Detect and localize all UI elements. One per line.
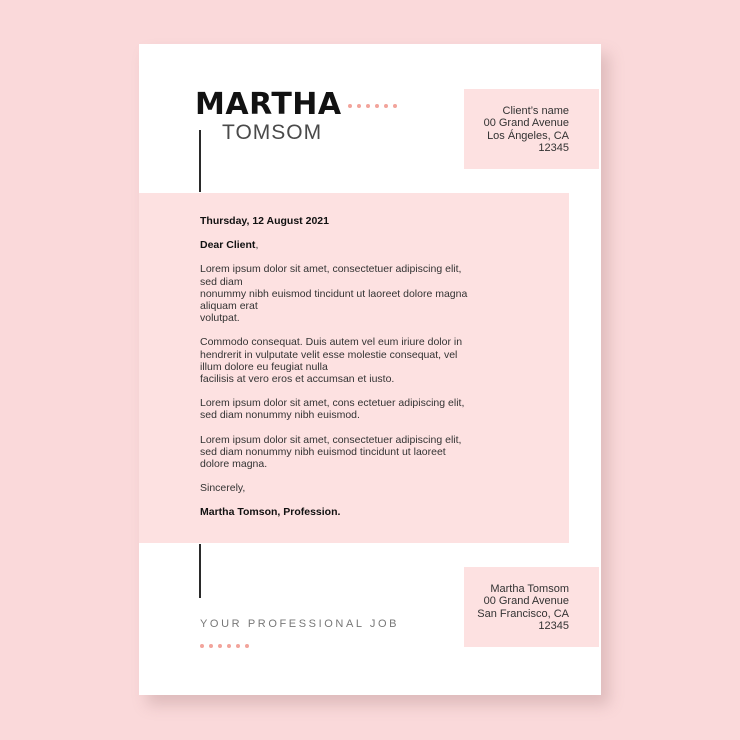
header-dots-decoration	[348, 104, 397, 108]
letter-body-panel	[139, 193, 569, 543]
letter-paragraph-2: Commodo consequat. Duis autem vel eum iriure dolor in hendrerit in vulputate velit esse molestie consequat, vel illum dolore eu feugiat nulla facilisis at vero eros et accumsan et iusto.	[200, 336, 463, 386]
sender-city: San Francisco, CA	[477, 607, 569, 620]
letter-salutation-punct: ,	[255, 239, 259, 252]
header-vertical-rule	[199, 130, 201, 192]
letter-page	[139, 44, 601, 695]
recipient-zip: 12345	[538, 142, 569, 155]
header-last-name: TOMSOM	[222, 121, 323, 144]
sender-zip: 12345	[538, 620, 569, 633]
letter-text	[200, 215, 545, 531]
sender-name: Martha Tomsom	[490, 583, 569, 595]
letter-signature: Martha Tomson, Profession.	[200, 506, 341, 519]
recipient-street: 00 Grand Avenue	[483, 117, 569, 130]
sender-address-box	[464, 567, 599, 647]
letter-salutation-line	[200, 239, 545, 251]
footer-vertical-rule	[199, 544, 201, 598]
footer-job-title: YOUR PROFESSIONAL JOB	[200, 618, 400, 630]
sender-street: 00 Grand Avenue	[483, 595, 569, 608]
letter-closing: Sincerely,	[200, 482, 246, 495]
recipient-city: Los Ángeles, CA	[487, 129, 569, 142]
recipient-address-box	[464, 89, 599, 169]
letter-paragraph-3: Lorem ipsum dolor sit amet, cons ectetuer adipiscing elit, sed diam nonummy nibh euismod.	[200, 397, 465, 422]
letter-salutation: Dear Client	[200, 239, 256, 252]
letter-paragraph-4: Lorem ipsum dolor sit amet, consectetuer adipiscing elit, sed diam nonummy nibh euismod tincidunt ut laoreet dolore magna.	[200, 433, 462, 471]
letter-paragraph-1: Lorem ipsum dolor sit amet, consectetuer adipiscing elit, sed diam nonummy nibh euismod tincidunt ut laoreet dolore magna aliquam erat volutpat.	[200, 263, 468, 325]
footer-dots-decoration	[200, 644, 249, 648]
letter-date: Thursday, 12 August 2021	[200, 215, 329, 227]
recipient-name: Client’s name	[502, 105, 569, 117]
header-first-name: MARTHA	[195, 87, 342, 122]
